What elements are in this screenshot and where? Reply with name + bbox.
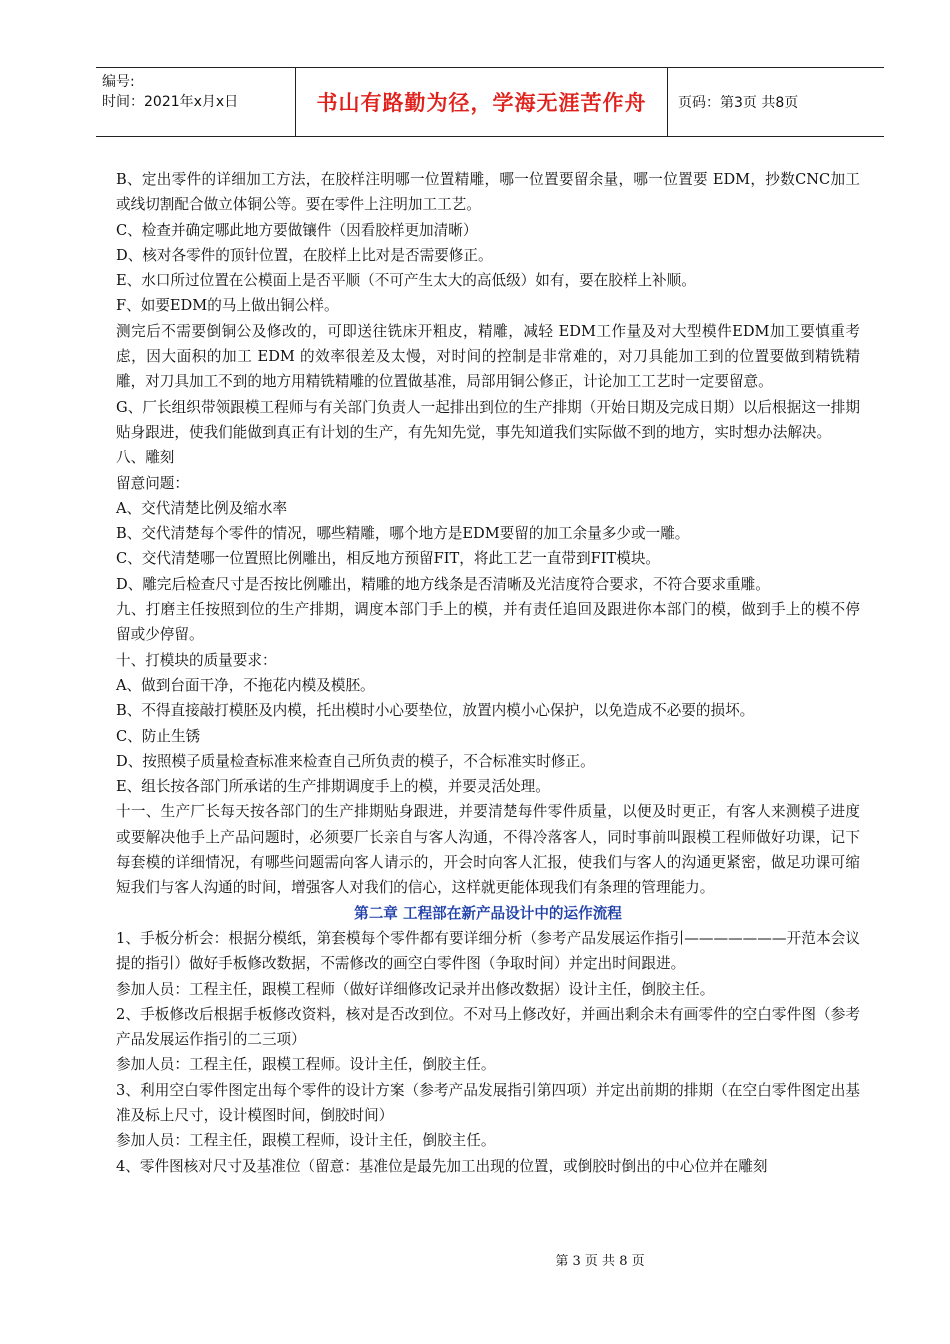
paragraph: 4、零件图核对尺寸及基准位（留意：基准位是最先加工出现的位置，或倒胶时倒出的中心位并在雕刻 — [116, 1157, 768, 1175]
paragraph: B、不得直接敲打模胚及内模，托出模时小心要垫位，放置内模小心保护，以免造成不必要的损坏。 — [116, 702, 755, 720]
header-meta — [96, 68, 296, 136]
paragraph: 2、手板修改后根据手板修改资料，核对是否改到位。不对马上修改好，并画出剩余未有画零件的空白零件图（参考产品发展运作指引的二三项） — [116, 1005, 860, 1049]
header-page-label: 页码：第3页 共8页 — [678, 95, 799, 111]
paragraph: B、交代清楚每个零件的情况，哪些精雕，哪个地方是EDM要留的加工余量多少或一雕。 — [116, 525, 690, 543]
paragraph: B、定出零件的详细加工方法，在胶样注明哪一位置精雕，哪一位置要留余量，哪一位置要 EDM，抄数CNC加工或线切割配合做立体铜公等。要在零件上注明加工工艺。 — [116, 171, 860, 214]
paragraph: E、组长按各部门所承诺的生产排期调度手上的模，并要灵活处理。 — [116, 778, 550, 796]
paragraph: 测完后不需要倒铜公及修改的，可即送往铣床开粗皮，精雕，减轻 EDM工作量及对大型模件EDM加工要慎重考虑，因大面积的加工 EDM 的效率很差及太慢，对时间的控制是非常难的，对刀具能加工到的位置要做到精铣精雕，对刀具加工不到的地方用精铣精雕的位置做基准，局部用铜公修正，计论加工工艺时一定要留意。 — [116, 322, 860, 391]
paragraph: E、水口所过位置在公模面上是否平顺（不可产生太大的高低级）如有，要在胶样上补顺。 — [116, 272, 696, 290]
paragraph: F、如要EDM的马上做出铜公样。 — [116, 297, 339, 315]
paragraph: C、检查并确定哪此地方要做镶件（因看胶样更加清晰） — [116, 221, 478, 239]
paragraph: 十一、生产厂长每天按各部门的生产排期贴身跟进，并要清楚每件零件质量，以便及时更正，有客人来测模子进度或要解决他手上产品问题时，必须要厂长亲自与客人沟通，不得冷落客人，同时事前叫跟模工程师做好功课，记下每套模的详细情况，有哪些问题需向客人请示的，开会时向客人汇报，使我们与客人的沟通更紧密，做足功课可缩短我们与客人沟通的时间，增强客人对我们的信心，这样就更能体现我们有条理的管理能力。 — [116, 803, 860, 897]
document-number-label: 编号: — [102, 74, 135, 90]
paragraph: 九、打磨主任按照到位的生产排期，调度本部门手上的模，并有责任追回及跟进你本部门的模，做到手上的模不停留或少停留。 — [116, 601, 860, 644]
paragraph: A、交代清楚比例及缩水率 — [116, 499, 288, 517]
document-body — [116, 167, 860, 1179]
paragraph: C、防止生锈 — [116, 727, 201, 745]
paragraph: C、交代清楚哪一位置照比例雕出，相反地方预留FIT，将此工艺一直带到FIT模块。 — [116, 550, 661, 568]
paragraph: 参加人员：工程主任，跟模工程师，设计主任，倒胶主任。 — [116, 1132, 496, 1150]
paragraph: A、做到台面干净，不拖花内模及模胚。 — [116, 676, 375, 694]
section-heading: 十、打模块的质量要求： — [116, 651, 277, 669]
section-heading: 八、雕刻 — [116, 449, 175, 467]
paragraph: 参加人员：工程主任，跟模工程师。设计主任，倒胶主任。 — [116, 1056, 496, 1074]
header-motto: 书山有路勤为径，学海无涯苦作舟 — [296, 68, 668, 136]
page-footer: 第 3 页 共 8 页 — [555, 1254, 645, 1269]
paragraph: D、按照模子质量检查标准来检查自己所负责的模子，不合标准实时修正。 — [116, 752, 595, 770]
paragraph: D、雕完后检查尺寸是否按比例雕出，精雕的地方线条是否清晰及光洁度符合要求，不符合要求重雕。 — [116, 575, 770, 593]
document-date-label: 时间：2021年x月x日 — [102, 94, 239, 110]
paragraph: 参加人员：工程主任，跟模工程师（做好详细修改记录并出修改数据）设计主任，倒胶主任。 — [116, 980, 715, 998]
chapter-title: 第二章 工程部在新产品设计中的运作流程 — [354, 904, 622, 922]
paragraph: 1、手板分析会：根据分模纸，第套模每个零件都有要详细分析（参考产品发展运作指引———————开范本会议提的指引）做好手板修改数据，不需修改的画空白零件图（争取时间）并定出时间跟进。 — [116, 929, 860, 973]
paragraph: G、厂长组织带领跟模工程师与有关部门负责人一起排出到位的生产排期（开始日期及完成日期）以后根据这一排期贴身跟进，使我们能做到真正有计划的生产，有先知先觉，事先知道我们实际做不到的地方，实时想办法解决。 — [116, 398, 860, 441]
paragraph: 留意问题： — [116, 474, 189, 492]
page-header — [96, 67, 884, 137]
paragraph: 3、利用空白零件图定出每个零件的设计方案（参考产品发展指引第四项）并定出前期的排期（在空白零件图定出基准及标上尺寸，设计模图时间，倒胶时间） — [116, 1081, 860, 1124]
paragraph: D、核对各零件的顶针位置，在胶样上比对是否需要修正。 — [116, 246, 493, 264]
